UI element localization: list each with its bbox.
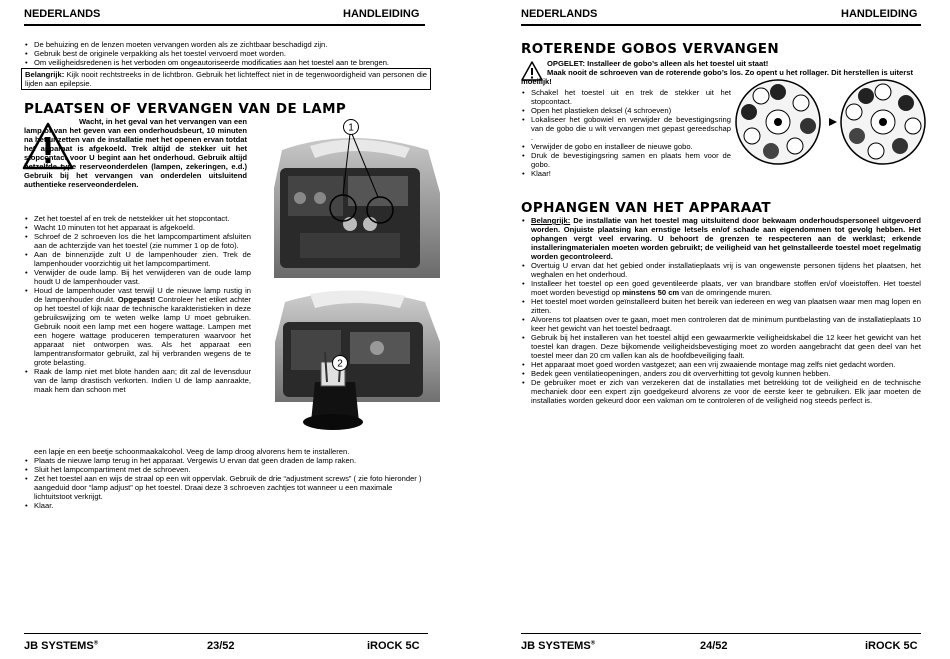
list-item: • Gebruik bij het installeren van het toestel altijd een gewaarmerkte veiligheidskabel die 12 keer het gewicht van het toestel kan dragen. Deze bijkomende veiligheidsbevestiging moet zo worden aangebracht dat geen deel van het toestel meer dan 20 cm vallen kan als de hoofdbeveiliging faalt.	[521, 333, 921, 360]
distance-bold: minstens 50 cm	[622, 288, 680, 297]
list-item: • Klaar.	[24, 501, 432, 510]
list-item: • De gebruiker moet er zich van verzekeren dat de installaties met betrekking tot de veiligheid en de technische mechaniek door een expert zijn goedgekeurd alvorens ze voor de eerste keer te gebruiken. Elk jaar moeten de installaties worden gekeurd door een vakman om te controleren of de veiligheid nog steeds perfect is.	[521, 378, 921, 405]
section-title-mounting: OPHANGEN VAN HET APPARAAT	[521, 200, 772, 216]
mount-important-text: De installatie van het toestel mag uitsluitend door bekwaam onderhoudspersoneel uitgevoerd worden. Onjuiste plaatsing kan ernstige letsels en/of schade aan eigendommen tot gevolg hebben. Het ophangen vergt veel ervaring. U behoort de grenzen te respecteren aan de werklast; erkende installeringmaterialen moeten worden gebruikt; de veiligheid van het geïnstalleerde toestel moet regelmatig worden gecontroleerd.	[531, 216, 921, 261]
list-item: • De behuizing en de lenzen moeten vervangen worden als ze zichtbaar beschadigd zijn.	[24, 40, 428, 49]
header-rule	[24, 24, 425, 26]
footer-page-number: 23/52	[207, 640, 235, 652]
list-item: • Het toestel moet worden geïnstalleerd buiten het bereik van iedereen en weg van plaatsen waar men mag lopen en zitten.	[521, 297, 921, 315]
gobo-wheel-diagram	[733, 78, 928, 166]
footer-brand	[24, 640, 98, 652]
list-item: • Aan de binnenzijde zult U de lampenhouder zien. Trek de lampenhouder voorzichtig uit het lampcompartiment.	[24, 250, 251, 268]
list-item: • Klaar!	[521, 169, 731, 178]
right-page	[475, 0, 950, 659]
section-title-lamp: PLAATSEN OF VERVANGEN VAN DE LAMP	[24, 101, 347, 117]
registered-mark: ®	[590, 640, 596, 647]
list-item	[24, 286, 251, 367]
list-item: • Verwijder de gobo en installeer de nieuwe gobo.	[521, 142, 731, 151]
header-rule	[521, 24, 921, 26]
lamp-step-continued: een lapje en een beetje schoonmaakalcohol. Veeg de lamp droog alvorens hem te installeren.	[34, 447, 350, 456]
mount-important-label: Belangrijk:	[531, 216, 571, 225]
gobo-warning-1: OPGELET: Installeer de gobo’s alleen als het toestel uit staat!	[547, 59, 769, 68]
list-item: • Sluit het lampcompartiment met de schroeven.	[24, 465, 432, 474]
list-item: • Het apparaat moet goed worden vastgezet; aan een vrij zwaaiende montage mag zelfs niet gedacht worden.	[521, 360, 921, 369]
list-item: • Gebruik best de originele verpakking als het toestel vervoerd moet worden.	[24, 49, 428, 58]
intro-list	[24, 40, 428, 67]
header-title: HANDLEIDING	[343, 8, 420, 20]
list-item	[521, 216, 921, 261]
list-item: • Raak de lamp niet met blote handen aan; dit zal de levensduur van de lamp drastisch verkorten. Indien U de lamp aanraakte, maak hem dan schoon met	[24, 367, 251, 394]
list-item: • Bedek geen ventilatieopeningen, anders zou dit oververhitting tot gevolg kunnen hebben.	[521, 369, 921, 378]
list-item: • Druk de bevestigingsring samen en plaats hem voor de gobo.	[521, 151, 731, 169]
list-item: • Zet het toestel aan en wijs de straal op een wit oppervlak. Gebruik de drie “adjustment screws” ( zie foto hieronder ) aangeduid door “lamp adjust” op het toestel. Draai deze 3 schroeven zachtjes tot wanneer u een maximale lichtuitstoot verkrijgt.	[24, 474, 432, 501]
mounting-list	[521, 216, 921, 405]
header-language: NEDERLANDS	[24, 8, 101, 20]
photo-rear-panel	[260, 118, 440, 278]
brand-text: JB SYSTEMS	[521, 640, 591, 652]
footer-rule	[24, 633, 428, 634]
header-language: NEDERLANDS	[521, 8, 598, 20]
list-item: • Verwijder de oude lamp. Bij het verwijderen van de oude lamp houdt U de lampenhouder vast.	[24, 268, 251, 286]
footer-rule	[521, 633, 921, 634]
list-item: • Schroef de 2 schroeven los die het lampcompartiment afsluiten aan de achterzijde van het toestel (zie nummer 1 op de foto).	[24, 232, 251, 250]
gobo-warning-2: Maak nooit de schroeven van de roterende gobo’s los. Zo opent u het rollager. Dit herstellen is uiterst moeilijk!	[521, 68, 913, 86]
lamp-warning: Wacht, in het geval van het vervangen van een lamp of van het geven van een onderhoudsbeurt, 10 minuten na het uitzetten van de installatie met het openen ervan totdat het apparaat is afgekoeld. Trek altijd de stekker uit het stopcontact voor U begint aan het onderhoud. Gebruik altijd hetzelfde type reserveonderdelen (lampen, zekeringen, e.d.) Gebruik bij het vervangen van onderdelen uitsluitend authentieke reserveonderdelen.	[24, 117, 247, 189]
lamp-steps	[24, 214, 251, 394]
gobo-steps	[521, 88, 731, 178]
important-text: Kijk nooit rechtstreeks in de lichtbron. Gebruik het lichteffect niet in de tegenwoordigheid van personen die lijden aan epilepsie.	[25, 70, 427, 88]
important-label: Belangrijk:	[25, 70, 65, 79]
list-item: • Schakel het toestel uit en trek de stekker uit het stopcontact.	[521, 88, 731, 106]
header-title: HANDLEIDING	[841, 8, 918, 20]
list-item: • Lokaliseer het gobowiel en verwijder de bevestigingsring van de gobo die u wilt vervangen met gepast gereedschap .	[521, 115, 731, 142]
list-item: • Open het plastieken deksel (4 schroeven)	[521, 106, 731, 115]
list-item: • Plaats de nieuwe lamp terug in het apparaat. Vergewis U ervan dat geen draden de lamp raken.	[24, 456, 432, 465]
footer-model: iROCK 5C	[367, 640, 420, 652]
lamp-steps-wide	[24, 456, 432, 510]
label-text: 1	[348, 122, 354, 134]
photo-label-2	[331, 354, 349, 372]
registered-mark: ®	[93, 640, 99, 647]
label-text: 2	[337, 358, 343, 370]
distance-post: van de omringende muren.	[679, 288, 773, 297]
caution-label: Opgepast!	[117, 295, 156, 304]
list-item: • Om veiligheidsredenen is het verboden om ongeautoriseerde modificaties aan het toestel aan te brengen.	[24, 58, 428, 67]
list-item	[521, 279, 921, 297]
important-box	[21, 68, 431, 90]
list-item: • Wacht 10 minuten tot het apparaat is afgekoeld.	[24, 223, 251, 232]
step-new-lamp: Houd de lampenhouder vast terwijl U de nieuwe lamp rustig in de lampenhouder drukt.	[34, 286, 251, 304]
brand-text: JB SYSTEMS	[24, 640, 94, 652]
list-item: • Alvorens tot plaatsen over te gaan, moet men controleren dat de minimum puntbelasting van de installatieplaats 10 keer het gewicht van het toestel bedraagt.	[521, 315, 921, 333]
footer-model: iROCK 5C	[865, 640, 918, 652]
photo-label-1	[342, 118, 360, 136]
list-item: • Overtuig U ervan dat het gebied onder installatieplaats vrij is van ongewenste personen tijdens het plaatsen, het weghalen en het onderhoud.	[521, 261, 921, 279]
section-title-gobos: ROTERENDE GOBOS VERVANGEN	[521, 41, 780, 57]
caution-text: Controleer het etiket achter op het toestel of kijk naar de technische karakteristieken in deze gebruikswijzing om te weten welke lamp U moet gebruiken. Gebruik nooit een lamp met een hogere wattage. Lampen met een hogere wattage produceren temperaturen waarvoor het apparaat niet ontworpen was. Als het apparaat een lampentransformator gebruikt, zal hij verbranden wegens de te grote belasting.	[34, 295, 251, 367]
footer-page-number: 24/52	[700, 640, 728, 652]
footer-brand	[521, 640, 595, 652]
list-item: • Zet het toestel af en trek de netstekker uit het stopcontact.	[24, 214, 251, 223]
distance-pre: Installeer het toestel op een goed geventileerde plaats, ver van brandbare stoffen en/of vloeistoffen. Het toestel moet worden bevestigd op	[531, 279, 921, 297]
